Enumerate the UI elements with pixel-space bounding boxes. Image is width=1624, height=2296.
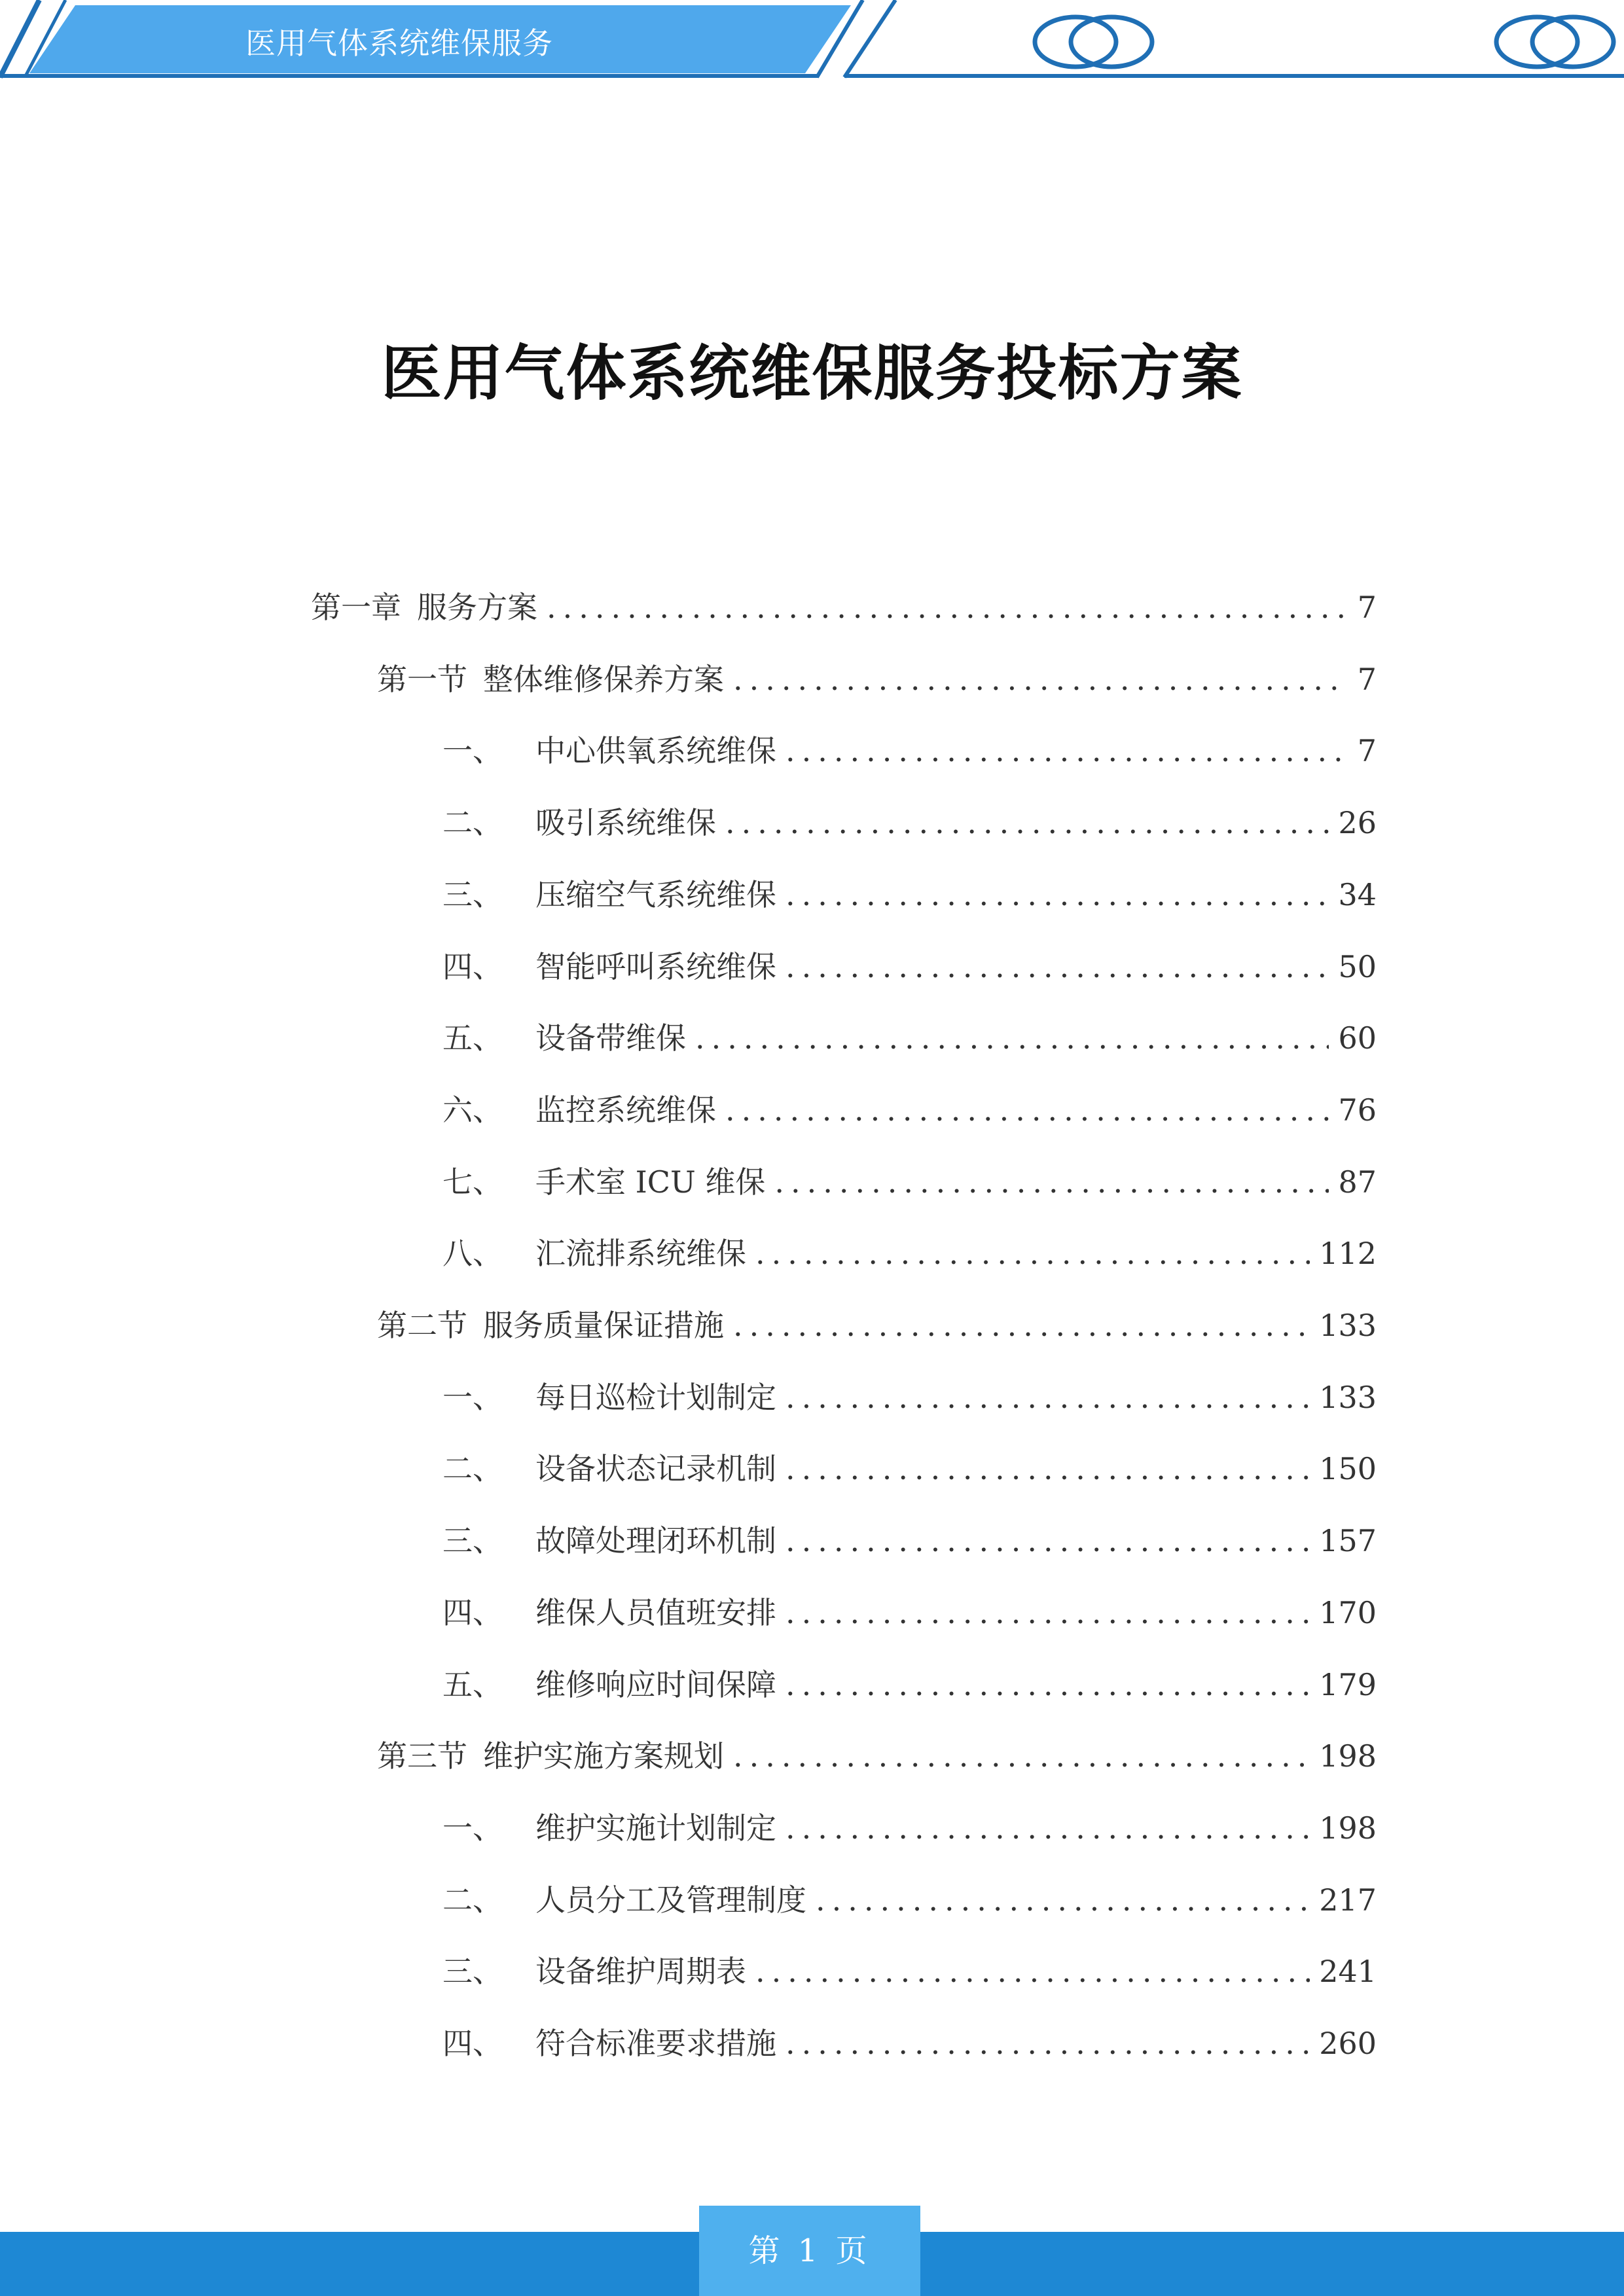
toc-entry[interactable] xyxy=(442,728,1377,774)
toc-entry-number: 第二节 xyxy=(377,1308,467,1343)
toc-entry[interactable] xyxy=(442,1662,1377,1708)
toc-entry-page: 217 xyxy=(1319,1882,1377,1918)
toc-entry-page: 26 xyxy=(1338,805,1377,840)
toc-entry[interactable] xyxy=(442,800,1377,846)
toc-dot-leader xyxy=(755,1948,1310,1994)
toc-dot-leader xyxy=(774,1159,1329,1205)
toc-entry-page: 133 xyxy=(1319,1308,1377,1343)
toc-entry-number: 四、 xyxy=(442,2026,503,2061)
toc-entry[interactable] xyxy=(442,1590,1377,1636)
toc-entry[interactable] xyxy=(442,1015,1377,1061)
toc-entry-label: 汇流排系统维保 xyxy=(535,1236,746,1271)
toc-entry[interactable] xyxy=(442,1087,1377,1133)
toc-entry-label: 压缩空气系统维保 xyxy=(535,877,776,912)
toc-entry-page: 60 xyxy=(1338,1020,1377,1056)
toc-entry-number: 一、 xyxy=(442,733,503,768)
toc-entry-label: 智能呼叫系统维保 xyxy=(535,949,776,984)
toc-entry[interactable] xyxy=(442,1230,1377,1276)
toc-entry[interactable] xyxy=(442,1877,1377,1923)
toc-entry[interactable] xyxy=(377,1302,1377,1348)
toc-entry[interactable] xyxy=(442,1518,1377,1564)
toc-entry-label: 设备带维保 xyxy=(535,1020,686,1056)
toc-dot-leader xyxy=(785,1374,1310,1420)
toc-entry[interactable] xyxy=(442,2020,1377,2066)
header-banner-shape xyxy=(0,0,1624,85)
toc-entry-number: 二、 xyxy=(442,1882,503,1918)
toc-dot-leader xyxy=(785,1518,1310,1564)
toc-entry[interactable] xyxy=(311,584,1377,630)
toc-entry-label: 服务方案 xyxy=(417,590,537,625)
header-mid-stripe-2 xyxy=(844,0,895,77)
toc-entry-number: 五、 xyxy=(442,1667,503,1702)
toc-entry-number: 一、 xyxy=(442,1380,503,1415)
toc-entry-number: 二、 xyxy=(442,805,503,840)
toc-entry-label: 设备维护周期表 xyxy=(535,1954,746,1989)
toc-dot-leader xyxy=(785,1805,1310,1851)
toc-entry-page: 157 xyxy=(1319,1523,1377,1558)
toc-entry-number: 七、 xyxy=(442,1164,503,1200)
toc-entry-number: 六、 xyxy=(442,1092,503,1128)
toc-entry-label: 设备状态记录机制 xyxy=(535,1451,776,1486)
toc-entry[interactable] xyxy=(377,656,1377,702)
toc-entry-label: 手术室 ICU 维保 xyxy=(535,1164,766,1200)
toc-entry-number: 一、 xyxy=(442,1810,503,1846)
toc-entry-page: 198 xyxy=(1319,1738,1377,1774)
toc-entry-number: 三、 xyxy=(442,1523,503,1558)
toc-entry[interactable] xyxy=(442,944,1377,990)
toc-dot-leader xyxy=(733,1733,1310,1779)
toc-entry-number: 第三节 xyxy=(377,1738,467,1774)
toc-entry[interactable] xyxy=(442,1805,1377,1851)
toc-entry[interactable] xyxy=(442,872,1377,918)
toc-entry-page: 7 xyxy=(1357,662,1377,697)
toc-dot-leader xyxy=(785,872,1329,918)
toc-entry-number: 五、 xyxy=(442,1020,503,1056)
toc-dot-leader xyxy=(785,1662,1310,1708)
toc-entry[interactable] xyxy=(442,1948,1377,1994)
toc-entry-number: 四、 xyxy=(442,949,503,984)
logo-left xyxy=(1035,17,1152,67)
toc-entry[interactable] xyxy=(377,1733,1377,1779)
toc-entry-label: 中心供氧系统维保 xyxy=(535,733,776,768)
toc-entry-page: 50 xyxy=(1338,949,1377,984)
toc-entry-label: 符合标准要求措施 xyxy=(535,2026,776,2061)
toc-entry-page: 112 xyxy=(1319,1236,1377,1271)
toc-entry-number: 四、 xyxy=(442,1595,503,1630)
toc-entry-page: 7 xyxy=(1357,733,1377,768)
toc-entry-label: 吸引系统维保 xyxy=(535,805,716,840)
toc-dot-leader xyxy=(785,1446,1310,1492)
toc-entry-number: 三、 xyxy=(442,1954,503,1989)
toc-entry-label: 每日巡检计划制定 xyxy=(535,1380,776,1415)
toc-entry-label: 整体维修保养方案 xyxy=(483,662,724,697)
header-title: 医用气体系统维保服务 xyxy=(245,26,553,61)
toc-entry-page: 76 xyxy=(1338,1092,1377,1128)
toc-entry-number: 第一章 xyxy=(311,590,401,625)
toc-entry-number: 二、 xyxy=(442,1451,503,1486)
toc-dot-leader xyxy=(785,1590,1310,1636)
toc-entry-number: 三、 xyxy=(442,877,503,912)
toc-entry-number: 第一节 xyxy=(377,662,467,697)
toc-entry[interactable] xyxy=(442,1374,1377,1420)
page-header xyxy=(0,0,1624,85)
toc-entry-label: 监控系统维保 xyxy=(535,1092,716,1128)
toc-entry-label: 维护实施计划制定 xyxy=(535,1810,776,1846)
logo-right xyxy=(1496,17,1614,67)
footer-page-number: 第 1 页 xyxy=(699,2206,920,2296)
toc-entry-number: 八、 xyxy=(442,1236,503,1271)
toc-entry-label: 维保人员值班安排 xyxy=(535,1595,776,1630)
header-left-stripe xyxy=(0,0,39,77)
toc-entry-page: 198 xyxy=(1319,1810,1377,1846)
toc-dot-leader xyxy=(785,728,1348,774)
toc-dot-leader xyxy=(755,1230,1310,1276)
toc-entry-label: 故障处理闭环机制 xyxy=(535,1523,776,1558)
toc-entry-page: 7 xyxy=(1357,590,1377,625)
toc-entry-label: 服务质量保证措施 xyxy=(483,1308,724,1343)
toc-entry-label: 维修响应时间保障 xyxy=(535,1667,776,1702)
toc-entry[interactable] xyxy=(442,1446,1377,1492)
toc-dot-leader xyxy=(733,656,1348,702)
toc-entry-page: 34 xyxy=(1338,877,1377,912)
toc-dot-leader xyxy=(816,1877,1310,1923)
document-title: 医用气体系统维保服务投标方案 xyxy=(381,338,1243,408)
toc-entry-page: 133 xyxy=(1319,1380,1377,1415)
toc-entry-page: 150 xyxy=(1319,1451,1377,1486)
toc-entry-page: 170 xyxy=(1319,1595,1377,1630)
toc-dot-leader xyxy=(547,584,1348,630)
toc-entry-page: 260 xyxy=(1319,2026,1377,2061)
toc-dot-leader xyxy=(695,1015,1329,1061)
toc-dot-leader xyxy=(725,800,1329,846)
toc-dot-leader xyxy=(733,1302,1310,1348)
toc-entry-label: 人员分工及管理制度 xyxy=(535,1882,806,1918)
toc-entry-page: 87 xyxy=(1338,1164,1377,1200)
toc-entry-page: 241 xyxy=(1319,1954,1377,1989)
toc-dot-leader xyxy=(785,944,1329,990)
toc-entry-page: 179 xyxy=(1319,1667,1377,1702)
toc-dot-leader xyxy=(725,1087,1329,1133)
toc-entry[interactable] xyxy=(442,1159,1377,1205)
toc-dot-leader xyxy=(785,2020,1310,2066)
toc-entry-label: 维护实施方案规划 xyxy=(483,1738,724,1774)
